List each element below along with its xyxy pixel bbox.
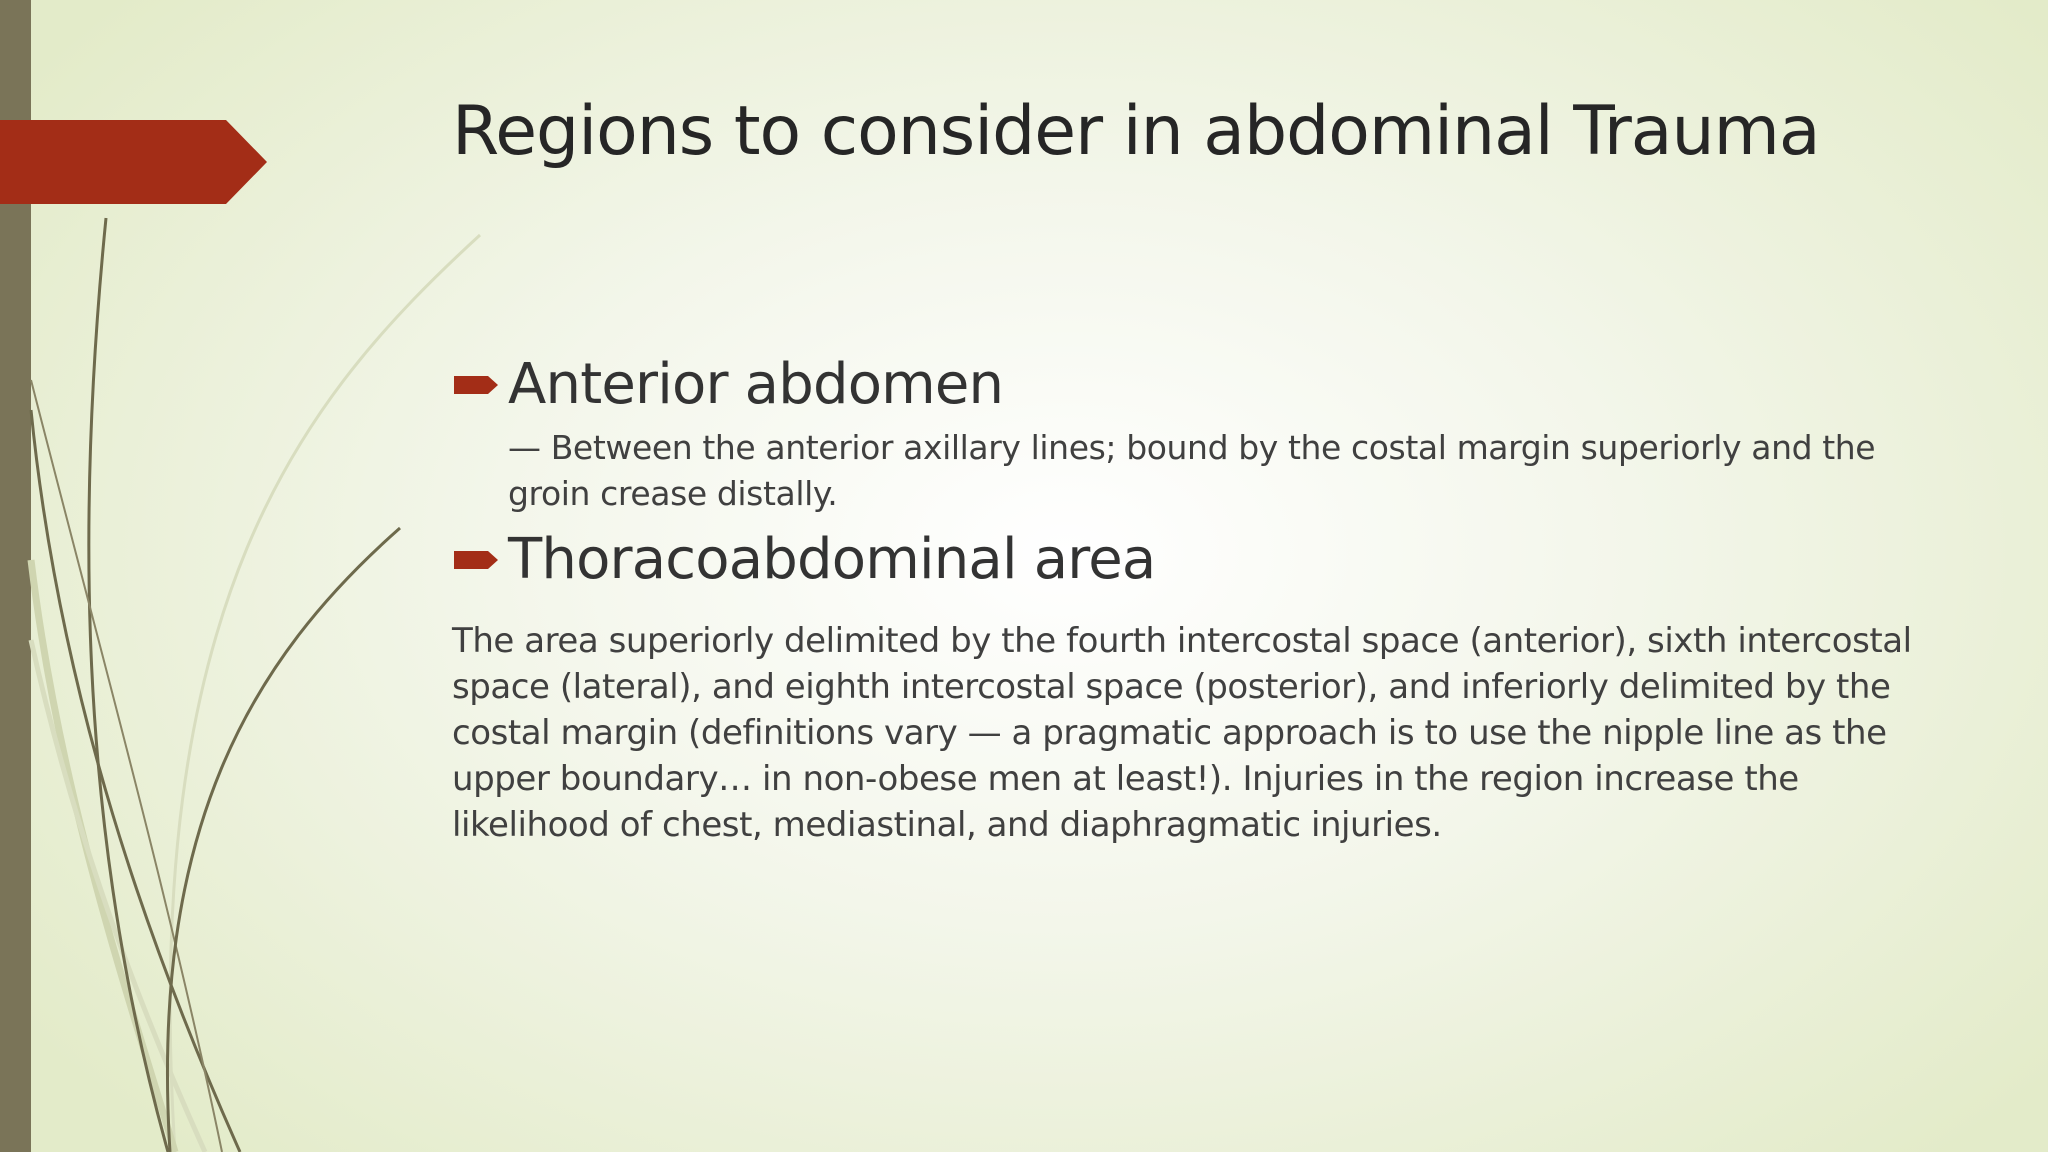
- strand-dark-3: [31, 380, 222, 1152]
- body-paragraph: The area superiorly delimited by the fourth intercostal space (anterior), sixth intercostal space (lateral), and eighth intercostal space (posterior), and inferiorly delimited by the costal margin (definitions vary — a pragmatic approach is to use the nipple line as the upper boundary… in non-obese men at least!). Injuries in the region increase the likelihood of chest, mediastinal, and diaphragmatic injuries.: [452, 621, 1912, 845]
- bullet-heading: Anterior abdomen: [508, 352, 1004, 417]
- arrow-bullet-icon: [452, 365, 502, 405]
- strand-dark-1: [89, 218, 168, 1152]
- bullet-heading: Thoracoabdominal area: [508, 527, 1156, 592]
- slide-content: [452, 352, 1922, 848]
- bullet-detail: — Between the anterior axillary lines; bound by the costal margin superiorly and the groin crease distally.: [508, 428, 1876, 513]
- strand-pale-1: [170, 235, 480, 1152]
- bullet-thoracoabdominal-area: [452, 527, 1922, 592]
- title-arrow-flag: [0, 120, 267, 204]
- slide-title: Regions to consider in abdominal Trauma: [452, 92, 1820, 171]
- bullet-anterior-abdomen: [452, 352, 1922, 417]
- arrow-bullet-icon: [452, 540, 502, 580]
